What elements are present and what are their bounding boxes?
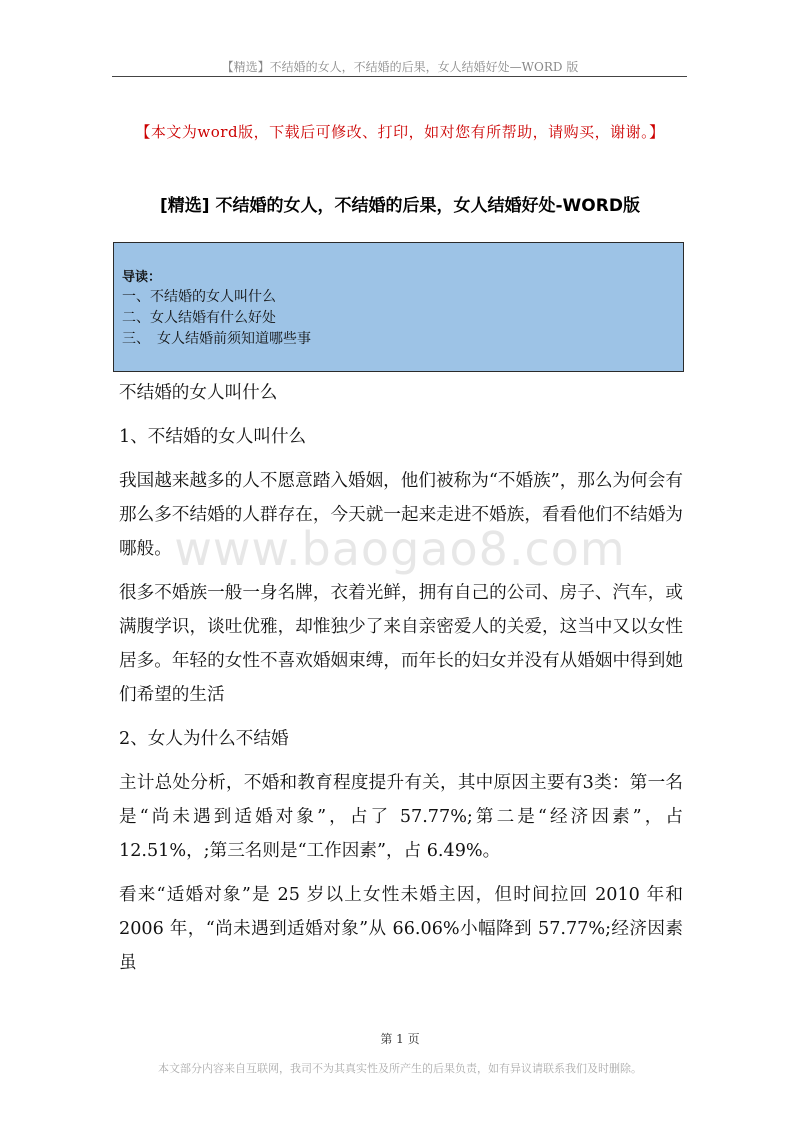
section-heading: 不结婚的女人叫什么	[119, 383, 278, 403]
body-paragraph: 主计总处分析，不婚和教育程度提升有关，其中原因主要有3类：第一名是“尚未遇到适婚对象”，占了 57.77%;第二是“经济因素”，占12.51%，;第三名则是“工作因素”，占 6.49%。	[119, 773, 683, 861]
header-divider	[112, 76, 687, 77]
document-title: [精选] 不结婚的女人，不结婚的后果，女人结婚好处-WORD版	[160, 196, 640, 216]
page-header: 【精选】不结婚的女人，不结婚的后果，女人结婚好处—WORD 版	[221, 60, 579, 74]
guide-box	[113, 242, 684, 372]
page-number: 第 1 页	[380, 1032, 420, 1046]
body-paragraph: 我国越来越多的人不愿意踏入婚姻，他们被称为“不婚族”，那么为何会有那么多不结婚的人群存在，今天就一起来走进不婚族，看看他们不结婚为哪般。	[119, 471, 683, 559]
guide-item-3: 三、 女人结婚前须知道哪些事	[122, 331, 311, 347]
guide-label: 导读：	[122, 270, 162, 285]
page-footer: 本文部分内容来自互联网，我司不为其真实性及所产生的后果负责，如有异议请联系我们及时删除。	[158, 1062, 642, 1075]
document-body	[119, 376, 683, 990]
body-paragraph: 看来“适婚对象”是 25 岁以上女性未婚主因，但时间拉回 2010 年和 2006 年，“尚未遇到适婚对象”从 66.06%小幅降到 57.77%;经济因素虽	[119, 885, 683, 973]
subsection-heading: 2、女人为什么不结婚	[119, 729, 289, 749]
guide-item-2: 二、女人结婚有什么好处	[122, 310, 276, 326]
watermark: www.baogao8.com	[174, 522, 626, 576]
body-paragraph: 很多不婚族一般一身名牌，衣着光鲜，拥有自己的公司、房子、汽车，或满腹学识，谈吐优雅，却惟独少了来自亲密爱人的关爱，这当中又以女性居多。年轻的女性不喜欢婚姻束缚，而年长的妇女并没有从婚姻中得到她们希望的生活	[119, 583, 683, 705]
download-notice: 【本文为word版，下载后可修改、打印，如对您有所帮助，请购买，谢谢。】	[135, 123, 665, 141]
subsection-heading: 1、不结婚的女人叫什么	[119, 427, 307, 447]
guide-item-1: 一、不结婚的女人叫什么	[122, 289, 276, 305]
